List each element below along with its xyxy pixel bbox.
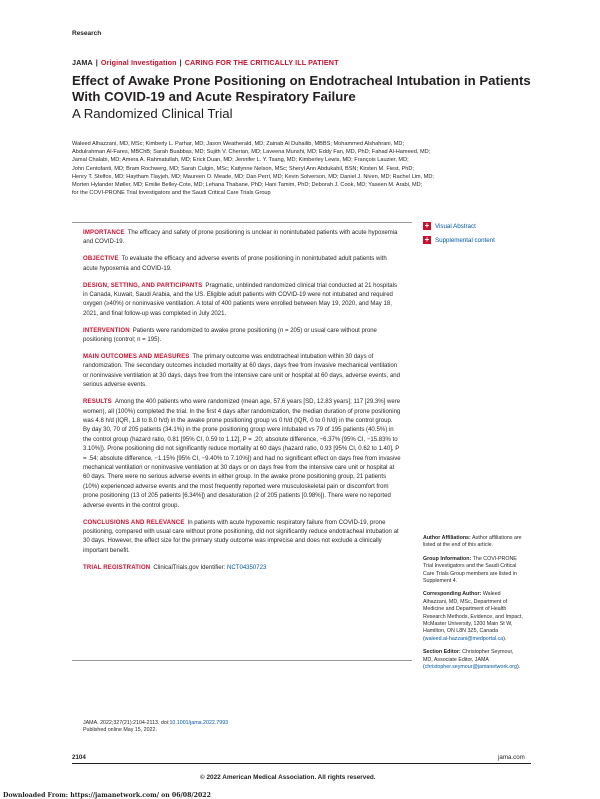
editor-email-link[interactable]: christopher.seymour@jamanetwork.org [424, 664, 517, 671]
side-links [423, 219, 495, 247]
author-line: Waleed Alhazzani, MD, MSc; Kimberly L. Parhar, MD; Jason Weatherald, MD; Zainab Al Duhailib, MBBS; Mohammed Alshahrani, MD; [72, 141, 405, 147]
journal-line: JAMA | Original Investigation | CARING FOR THE CRITICALLY ILL PATIENT [72, 58, 339, 67]
abstract-conclusions: CONCLUSIONS AND RELEVANCE In patients with acute hypoxemic respiratory failure from COVID-19, prone positioning, compared with usual care without prone positioning, did not significantly reduce endotracheal intubation at 30 days. However, the effect size for the primary study outcome was imprecise and does not exclude a clinically important benefit. [83, 519, 399, 554]
journal-name: JAMA [72, 58, 93, 67]
abstract-objective: OBJECTIVE To evaluate the efficacy and adverse events of prone positioning in nonintubated adult patients with acute hypoxemia and COVID-19. [83, 256, 387, 272]
abstract-design: DESIGN, SETTING, AND PARTICIPANTS Pragmatic, unblinded randomized clinical trial conducted at 21 hospitals in Canada, Kuwait, Saudi Arabia, and the US. Eligible adult patients with COVID-19 were not intubated and required oxygen (≥40%) or noninvasive ventilation. A total of 400 patients were enrolled between May 19, 2020, and May 18, 2021, and final follow-up was completed in July 2021. [83, 282, 397, 317]
author-line: Morten Hylander Møller, MD; Emilie Belley-Cote, MD; Lehana Thabane, PhD; Hani Tamim, PhD; Deborah J. Cook, MD; Yaseen M. Arabi, MD; [72, 182, 423, 189]
citation: JAMA. 2022;327(21):2104-2113. doi:10.1001/jama.2022.7993 Published online May 15, 2022. [83, 720, 229, 734]
abstract-registration: TRIAL REGISTRATION ClinicalTrials.gov Identifier: NCT04350723 [83, 564, 267, 571]
author-line: for the COVI-PRONE Trial Investigators and the Saudi Critical Care Trials Group [72, 190, 271, 197]
supplemental-content-label: Supplemental content [435, 236, 495, 244]
published-date: Published online May 15, 2022. [83, 727, 157, 734]
supplemental-content-link[interactable] [423, 233, 495, 247]
group-information: Group Information: The COVI-PRONE Trial Investigators and the Saudi Critical Care Trials Group members are listed in Supplement 4. [423, 555, 517, 585]
article-sidebar [423, 535, 523, 678]
site-link[interactable]: jama.com [498, 754, 525, 761]
plus-box-icon: + [424, 235, 430, 244]
author-line: John Centofanti, MD; Bram Rochwerg, MD; Sarah Culgin, MSc; Katlynne Nelson, MSc; Sheryl Ann Abdukahil, BSN; Kirsten M. Fiest, PhD; [72, 165, 414, 172]
section-editor: Section Editor: Christopher Seymour, MD, Associate Editor, JAMA (christopher.seymour@jamanetwork.org). [423, 649, 521, 671]
author-affiliations: Author Affiliations: Author affiliations are listed at the end of this article. [423, 535, 522, 549]
abstract-bottom-rule [72, 660, 412, 661]
doi-link[interactable]: 10.1001/jama.2022.7993 [169, 720, 229, 726]
abstract-intervention: INTERVENTION Patients were randomized to awake prone positioning (n = 205) or usual care without prone positioning (control; n = 195). [83, 327, 377, 344]
section-label: Research [72, 30, 102, 37]
article-type[interactable]: Original Investigation [100, 58, 177, 67]
abstract-top-rule [72, 222, 412, 223]
plus-box-icon: + [424, 221, 430, 230]
corresponding-author: Corresponding Author: Waleed Alhazzani, MD, MSc, Department of Medicine and Department of Health Research Methods, Evidence, and Impact, McMaster University, 1200 Main St W, Hamilton, ON L8N 3Z5, Canada (waleed.al-hazzani@medportal.ca). [423, 591, 523, 642]
download-stamp: Downloaded From: https://jamanetwork.com/ on 06/08/2022 [3, 792, 211, 799]
author-list [72, 140, 512, 197]
author-line: Henry T. Stelfox, MD; Haytham Tlayjeh, MD; Maureen O. Meade, MD; Dan Perri, MD; Kevin Solverson, MD; Daniel J. Niven, MD; Rachel Lim, MD; [72, 173, 434, 180]
author-line: Abdulrahman Al-Fares, MBChB; Sarah Buabbas, MD; Sujith V. Cherian, MD; Laveena Munshi, MD; Eddy Fan, MD, PhD; Fahad Al-Hameed, MD; [72, 149, 431, 156]
visual-abstract-link[interactable] [423, 219, 495, 233]
page-number: 2104 [72, 754, 86, 761]
article-category[interactable]: CARING FOR THE CRITICALLY ILL PATIENT [184, 58, 339, 67]
trial-registration-link[interactable]: NCT04350723 [227, 564, 267, 571]
footer-rule [72, 763, 531, 764]
article-title: Effect of Awake Prone Positioning on Endotracheal Intubation in Patients With COVID-19 and Acute Respiratory Failure [72, 73, 531, 104]
author-line: Jamal Chalabi, MD; Amera A. Rahmatullah, MD; Erick Duan, MD; Jennifer L. Y. Tsang, MD; Kimberley Lewis, MD; François Lauzier, MD; [72, 157, 409, 164]
article-subtitle: A Randomized Clinical Trial [72, 106, 233, 121]
abstract-outcomes: MAIN OUTCOMES AND MEASURES The primary outcome was endotracheal intubation within 30 days of randomization. The secondary outcomes included mortality at 60 days, days free from invasive mechanical ventilation or noninvasive ventilation at 30 days, days free from the intensive care unit or hospital at 60 days, adverse events, and serious adverse events. [83, 354, 400, 389]
abstract-importance: IMPORTANCE The efficacy and safety of prone positioning is unclear in nonintubated patients with acute hypoxemia and COVID-19. [83, 230, 398, 246]
abstract-results: RESULTS Among the 400 patients who were randomized (mean age, 57.6 years [SD, 12.83 years]; 117 [29.3%] were women), all (100%) completed the trial. In the first 4 days after randomization, the median duration of prone positioning was 4.8 h/d (IQR, 1.8 to 8.0 h/d) in the awake prone positioning group vs 0 h/d (IQR, 0 to 0 h/d) in the control group. By day 30, 70 of 205 patients (34.1%) in the prone positioning group were intubated vs 79 of 195 patients (40.5%) in the control group (hazard ratio, 0.81 [95% CI, 0.59 to 1.12], P = .20; absolute difference, −6.37% [95% CI, −15.83% to 3.10%]). Prone positioning did not significantly reduce mortality at 60 days (hazard ratio, 0.93 [95% CI, 0.62 to 1.40], P = .54; absolute difference, −1.15% [95% CI, −9.40% to 7.10%]) and had no significant effect on days free from invasive mechanical ventilation or noninvasive ventilation at 30 days or on days free from the intensive care unit or hospital at 60 days. There were no serious adverse events in either group. In the awake prone positioning group, 21 patients (10%) experienced adverse events and the most frequently reported were musculoskeletal pain or discomfort from prone positioning (13 of 205 patients [6.34%]) and desaturation (2 of 205 patients [0.98%]). There were no reported adverse events in the control group. [83, 399, 401, 509]
abstract [83, 229, 401, 581]
corresponding-email-link[interactable]: waleed.al-hazzani@medportal.ca [424, 635, 504, 642]
copyright: © 2022 American Medical Association. All rights reserved. [200, 774, 376, 781]
visual-abstract-label: Visual Abstract [435, 222, 476, 230]
